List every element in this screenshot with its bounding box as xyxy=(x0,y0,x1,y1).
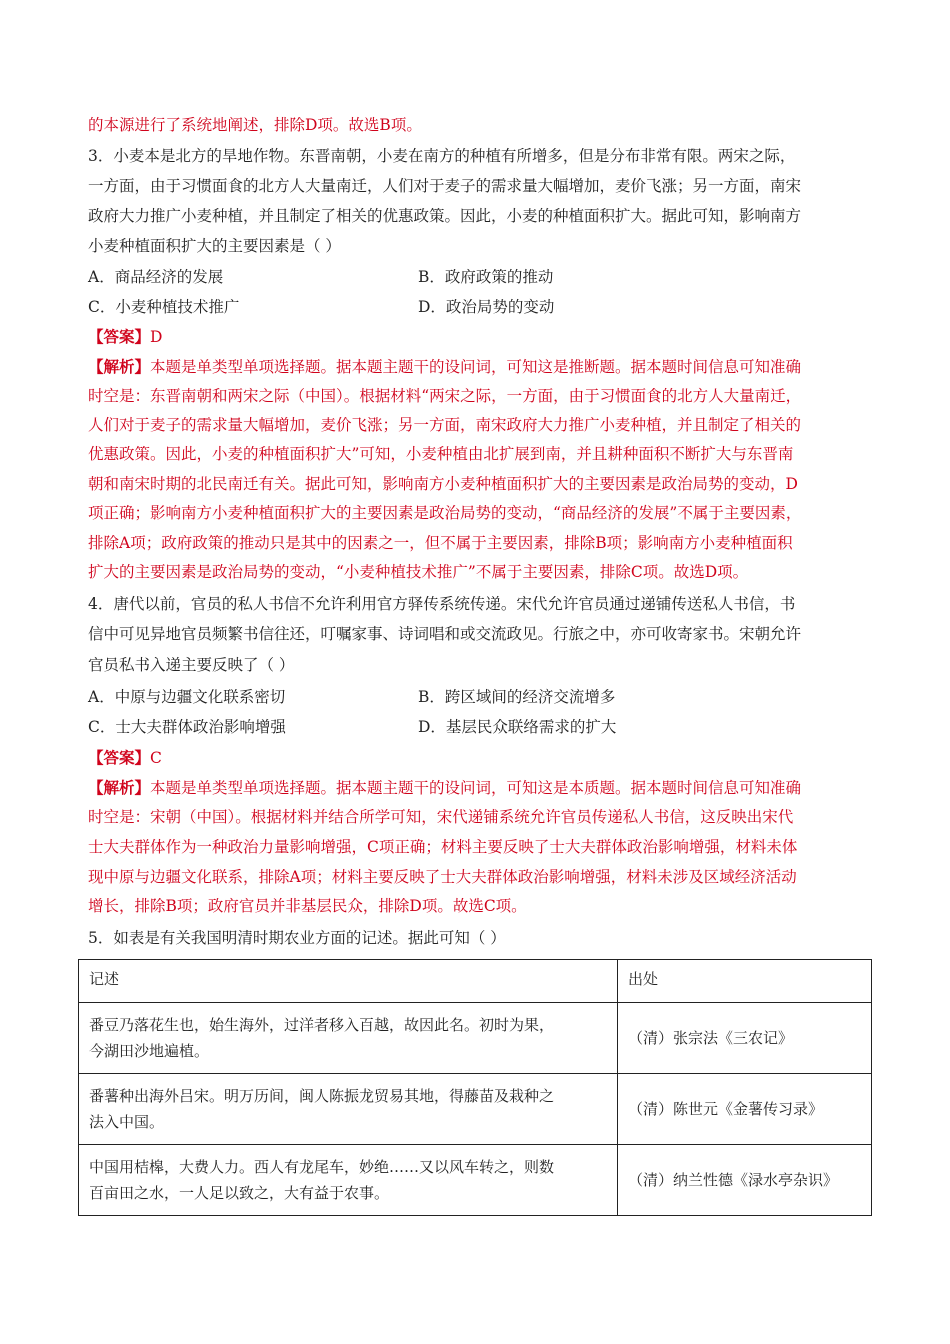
q4-answer-tag: 【答案】 xyxy=(88,748,151,767)
table-row xyxy=(79,1003,872,1074)
table-row xyxy=(79,1145,872,1216)
q5-stem: 5．如表是有关我国明清时期农业方面的记述。据此可知（ ） xyxy=(88,929,506,947)
q4-analysis-line-1 xyxy=(88,778,868,798)
record-line: 中国用桔槔，大费人力。西人有龙尾车，妙绝……又以风车转之，则数 xyxy=(89,1158,555,1176)
q4-analysis-line-3: 士大夫群体作为一种政治力量影响增强，C项正确；材料主要反映了士大夫群体政治影响增强，材料未体 xyxy=(88,838,798,856)
q3-analysis-line-8: 扩大的主要因素是政治局势的变动，“小麦种植技术推广”不属于主要因素，排除C项。故选D项。 xyxy=(88,563,749,581)
q3-answer-value: D xyxy=(150,328,163,346)
q3-analysis-text-1: 本题是单类型单项选择题。据本题主题干的设问词，可知这是推断题。据本题时间信息可知准确 xyxy=(150,358,802,376)
q3-analysis-line-5: 朝和南宋时期的北民南迁有关。据此可知，影响南方小麦种植面积扩大的主要因素是政治局势的变动，D xyxy=(88,475,798,493)
q4-analysis-line-2: 时空是：宋朝（中国）。根据材料并结合所学可知，宋代递铺系统允许官员传递私人书信，这反映出宋代 xyxy=(88,808,794,826)
q3-analysis-line-2: 时空是：东晋南朝和两宋之际（中国）。根据材料“两宋之际，一方面，由于习惯面食的北方人大量南迁， xyxy=(88,387,802,405)
table-cell-record xyxy=(79,1145,618,1216)
table-cell-source: （清）张宗法《三农记》 xyxy=(618,1003,872,1074)
q4-option-c: C．士大夫群体政治影响增强 xyxy=(88,718,286,736)
table-cell-record xyxy=(79,1003,618,1074)
q3-analysis-line-4: 优惠政策。因此，小麦的种植面积扩大”可知，小麦种植由北扩展到南，并且耕种面积不断扩大与东晋南 xyxy=(88,445,794,463)
q3-option-b: B．政府政策的推动 xyxy=(418,268,554,286)
record-line: 今湖田沙地遍植。 xyxy=(89,1042,210,1060)
q3-option-c: C．小麦种植技术推广 xyxy=(88,298,240,316)
q3-option-a: A．商品经济的发展 xyxy=(88,268,224,286)
table-row xyxy=(79,1074,872,1145)
q3-analysis-line-1 xyxy=(88,357,868,377)
q4-answer-value: C xyxy=(150,749,162,767)
q4-analysis-text-1: 本题是单类型单项选择题。据本题主题干的设问词，可知这是本质题。据本题时间信息可知准确 xyxy=(150,779,802,797)
q3-option-d: D．政治局势的变动 xyxy=(418,298,555,316)
q3-stem-line-3: 政府大力推广小麦种植，并且制定了相关的优惠政策。因此，小麦的种植面积扩大。据此可知，影响南方 xyxy=(88,207,802,225)
q4-option-a: A．中原与边疆文化联系密切 xyxy=(88,688,286,706)
q3-analysis-line-6: 项正确；影响南方小麦种植面积扩大的主要因素是政治局势的变动，“商品经济的发展”不属于主要因素， xyxy=(88,504,802,522)
table-cell-record xyxy=(79,1074,618,1145)
table-header-record: 记述 xyxy=(79,960,618,1003)
table-header-source: 出处 xyxy=(618,960,872,1003)
q4-analysis-line-5: 增长，排除B项；政府官员并非基层民众，排除D项。故选C项。 xyxy=(88,897,527,915)
record-line: 法入中国。 xyxy=(89,1113,165,1131)
q3-analysis-tag: 【解析】 xyxy=(88,357,151,376)
q3-answer xyxy=(88,327,868,347)
q4-answer xyxy=(88,748,868,768)
q4-stem-line-1: 4．唐代以前，官员的私人书信不允许利用官方驿传系统传递。宋代允许官员通过递铺传送私人书信，书 xyxy=(88,595,796,613)
q3-stem-line-1: 3．小麦本是北方的旱地作物。东晋南朝，小麦在南方的种植有所增多，但是分布非常有限。两宋之际， xyxy=(88,147,796,165)
q3-analysis-line-3: 人们对于麦子的需求量大幅增加，麦价飞涨；另一方面，南宋政府大力推广小麦种植，并且制定了相关的 xyxy=(88,416,802,434)
table-header-row xyxy=(79,960,872,1003)
table-cell-source: （清）纳兰性德《渌水亭杂识》 xyxy=(618,1145,872,1216)
previous-analysis-tail: 的本源进行了系统地阐述，排除D项。故选B项。 xyxy=(88,116,422,134)
q4-stem-line-3: 官员私书入递主要反映了（ ） xyxy=(88,656,295,674)
q4-analysis-tag: 【解析】 xyxy=(88,778,151,797)
table-cell-source: （清）陈世元《金薯传习录》 xyxy=(618,1074,872,1145)
q3-stem-line-2: 一方面，由于习惯面食的北方人大量南迁，人们对于麦子的需求量大幅增加，麦价飞涨；另一方面，南宋 xyxy=(88,177,802,195)
record-line: 百亩田之水，一人足以致之，大有益于农事。 xyxy=(89,1184,390,1202)
q4-option-b: B．跨区域间的经济交流增多 xyxy=(418,688,616,706)
record-line: 番豆乃落花生也，始生海外，过洋者移入百越，故因此名。初时为果， xyxy=(89,1016,555,1034)
q3-stem-line-4: 小麦种植面积扩大的主要因素是（ ） xyxy=(88,237,341,255)
q4-stem-line-2: 信中可见异地官员频繁书信往还，叮嘱家事、诗词唱和或交流政见。行旅之中，亦可收寄家书。宋朝允许 xyxy=(88,625,802,643)
q3-analysis-line-7: 排除A项；政府政策的推动只是其中的因素之一，但不属于主要因素，排除B项；影响南方小麦种植面积 xyxy=(88,534,793,552)
q4-analysis-line-4: 现中原与边疆文化联系，排除A项；材料主要反映了士大夫群体政治影响增强，材料未涉及区域经济活动 xyxy=(88,868,797,886)
q4-option-d: D．基层民众联络需求的扩大 xyxy=(418,718,617,736)
record-line: 番薯种出海外吕宋。明万历间，闽人陈振龙贸易其地，得藤苗及栽种之 xyxy=(89,1087,555,1105)
q3-answer-tag: 【答案】 xyxy=(88,327,151,346)
q5-table xyxy=(78,959,872,1216)
